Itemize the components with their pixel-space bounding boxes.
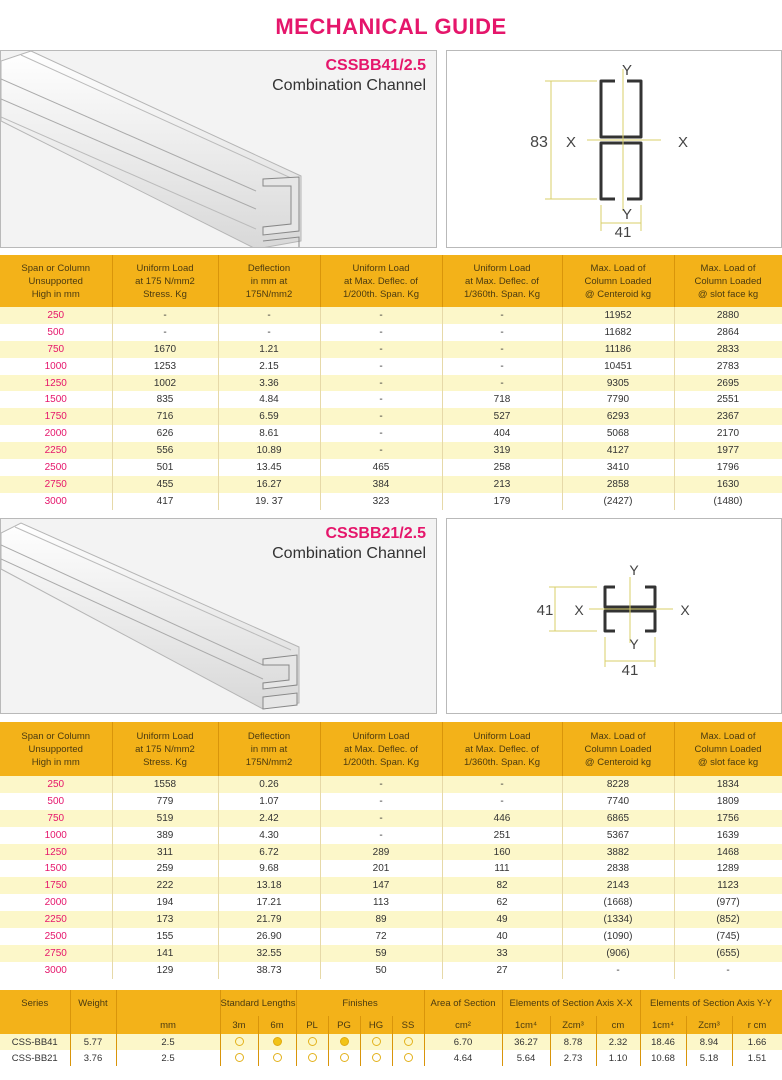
col-uniform-load-header: Uniform Load at 175 N/mm2 Stress. Kg xyxy=(112,255,218,307)
axis-x-right-1: X xyxy=(677,134,689,151)
value-cell: 1.07 xyxy=(218,793,320,810)
value-cell: 194 xyxy=(112,894,218,911)
value-cell: 129 xyxy=(112,962,218,979)
xx-1-subheader: 1cm⁴ xyxy=(502,1016,550,1034)
span-cell: 500 xyxy=(0,324,112,341)
value-cell: 1002 xyxy=(112,375,218,392)
value-cell: (1090) xyxy=(562,928,674,945)
xx-3-subheader: cm xyxy=(596,1016,640,1034)
value-cell: 11952 xyxy=(562,307,674,324)
value-cell: 89 xyxy=(320,911,442,928)
value-cell: 11682 xyxy=(562,324,674,341)
value-cell: - xyxy=(112,307,218,324)
value-cell: 113 xyxy=(320,894,442,911)
axis-x-left-2: X xyxy=(574,602,584,618)
value-cell: 147 xyxy=(320,877,442,894)
value-cell: 1253 xyxy=(112,358,218,375)
value-cell: 2.15 xyxy=(218,358,320,375)
value-cell: 2880 xyxy=(674,307,782,324)
value-cell: 835 xyxy=(112,391,218,408)
value-cell: 2695 xyxy=(674,375,782,392)
value-cell: (1334) xyxy=(562,911,674,928)
weight-header: Weight xyxy=(70,990,116,1016)
value-cell: 417 xyxy=(112,493,218,510)
finish-hg-indicator xyxy=(372,1053,381,1062)
value-cell: 26.90 xyxy=(218,928,320,945)
value-cell: - xyxy=(442,324,562,341)
value-cell: 222 xyxy=(112,877,218,894)
value-cell: (2427) xyxy=(562,493,674,510)
value-cell: 2833 xyxy=(674,341,782,358)
col-max-centeroid-header: Max. Load of Column Loaded @ Centeroid kg xyxy=(562,255,674,307)
value-cell: 17.21 xyxy=(218,894,320,911)
page-title: MECHANICAL GUIDE xyxy=(275,14,507,39)
value-cell: - xyxy=(320,391,442,408)
value-cell: 2170 xyxy=(674,425,782,442)
table-row xyxy=(0,962,782,979)
value-cell: 3410 xyxy=(562,459,674,476)
value-cell: 16.27 xyxy=(218,476,320,493)
table-row xyxy=(0,928,782,945)
value-cell: 1123 xyxy=(674,877,782,894)
value-cell: 155 xyxy=(112,928,218,945)
ss-subheader: SS xyxy=(392,1016,424,1034)
value-cell: 6293 xyxy=(562,408,674,425)
value-cell: 1.21 xyxy=(218,341,320,358)
product-code-1: CSSBB41/2.5 xyxy=(325,57,426,74)
len-6m-subheader: 6m xyxy=(258,1016,296,1034)
height-label-2: 41 xyxy=(536,602,554,619)
value-cell: 179 xyxy=(442,493,562,510)
value-cell: 1639 xyxy=(674,827,782,844)
value-cell: 4.30 xyxy=(218,827,320,844)
value-cell: 2783 xyxy=(674,358,782,375)
value-cell: 11186 xyxy=(562,341,674,358)
table-row xyxy=(0,810,782,827)
value-cell: 323 xyxy=(320,493,442,510)
value-cell: 1756 xyxy=(674,810,782,827)
value-cell: 3.36 xyxy=(218,375,320,392)
value-cell: 455 xyxy=(112,476,218,493)
value-cell: - xyxy=(320,776,442,793)
value-cell: 2858 xyxy=(562,476,674,493)
value-cell: (745) xyxy=(674,928,782,945)
span-cell: 750 xyxy=(0,810,112,827)
section-drawing-2 xyxy=(446,518,782,714)
col-span-header: Span or Column Unsupported High in mm xyxy=(0,722,112,776)
span-cell: 250 xyxy=(0,307,112,324)
value-cell: 59 xyxy=(320,945,442,962)
length-6m-indicator xyxy=(273,1053,282,1062)
value-cell: 9.68 xyxy=(218,860,320,877)
value-cell: - xyxy=(320,810,442,827)
table-row xyxy=(0,911,782,928)
value-cell: 1670 xyxy=(112,341,218,358)
span-cell: 1000 xyxy=(0,827,112,844)
value-cell: 389 xyxy=(112,827,218,844)
len-3m-subheader: 3m xyxy=(220,1016,258,1034)
col-load-360-header: Uniform Load at Max. Deflec. of 1/360th. Span. Kg xyxy=(442,255,562,307)
table-row xyxy=(0,844,782,861)
value-cell: 289 xyxy=(320,844,442,861)
value-cell: 446 xyxy=(442,810,562,827)
value-cell: 465 xyxy=(320,459,442,476)
table-row xyxy=(0,375,782,392)
span-cell: 1500 xyxy=(0,391,112,408)
value-cell: 556 xyxy=(112,442,218,459)
table-row xyxy=(0,324,782,341)
value-cell: - xyxy=(320,827,442,844)
span-cell: 1750 xyxy=(0,408,112,425)
table-row xyxy=(0,476,782,493)
value-cell: 1796 xyxy=(674,459,782,476)
value-cell: 213 xyxy=(442,476,562,493)
value-cell: - xyxy=(320,793,442,810)
table-row xyxy=(0,408,782,425)
axis-x-left-1: X xyxy=(565,134,577,151)
table-row xyxy=(0,425,782,442)
section-diagram-2 xyxy=(447,519,782,715)
value-cell: 2838 xyxy=(562,860,674,877)
series-header: Series xyxy=(0,990,70,1016)
value-cell: - xyxy=(442,776,562,793)
value-cell: 626 xyxy=(112,425,218,442)
value-cell: 173 xyxy=(112,911,218,928)
value-cell: - xyxy=(320,375,442,392)
table-row xyxy=(0,860,782,877)
load-table-1 xyxy=(0,255,782,510)
value-cell: 311 xyxy=(112,844,218,861)
value-cell: 111 xyxy=(442,860,562,877)
value-cell: 4127 xyxy=(562,442,674,459)
value-cell: - xyxy=(320,358,442,375)
area-header: Area of Section xyxy=(424,990,502,1016)
value-cell: 19. 37 xyxy=(218,493,320,510)
value-cell: - xyxy=(442,793,562,810)
value-cell: 50 xyxy=(320,962,442,979)
width-label-1: 41 xyxy=(614,224,632,241)
value-cell: - xyxy=(442,341,562,358)
value-cell: 7740 xyxy=(562,793,674,810)
span-cell: 3000 xyxy=(0,493,112,510)
axis-y-bottom-2: Y xyxy=(629,636,639,652)
value-cell: 3882 xyxy=(562,844,674,861)
width-label-2: 41 xyxy=(621,662,639,679)
table-row xyxy=(0,307,782,324)
axis-x-right-2: X xyxy=(680,602,690,618)
value-cell: 2864 xyxy=(674,324,782,341)
finish-ss-indicator xyxy=(404,1053,413,1062)
value-cell: 259 xyxy=(112,860,218,877)
value-cell: 1558 xyxy=(112,776,218,793)
series-row: CSS-BB41 5.77 2.5 6.70 36.27 8.78 2.32 18.46 8.94 1.66 xyxy=(0,1034,782,1050)
col-load-200-header: Uniform Load at Max. Deflec. of 1/200th. Span. Kg xyxy=(320,255,442,307)
product-photo-1 xyxy=(0,50,437,248)
yy-2-subheader: Zcm³ xyxy=(686,1016,732,1034)
load-table-2 xyxy=(0,722,782,979)
span-cell: 2250 xyxy=(0,911,112,928)
value-cell: 1977 xyxy=(674,442,782,459)
pg-subheader: PG xyxy=(328,1016,360,1034)
value-cell: - xyxy=(442,375,562,392)
span-cell: 1000 xyxy=(0,358,112,375)
value-cell: - xyxy=(320,425,442,442)
col-max-slot-header: Max. Load of Column Loaded @ slot face kg xyxy=(674,722,782,776)
section-drawing-1 xyxy=(446,50,782,248)
finish-pg-indicator xyxy=(340,1037,349,1046)
value-cell: 519 xyxy=(112,810,218,827)
value-cell: 6865 xyxy=(562,810,674,827)
value-cell: 319 xyxy=(442,442,562,459)
value-cell: 1809 xyxy=(674,793,782,810)
span-cell: 1250 xyxy=(0,375,112,392)
table-row xyxy=(0,877,782,894)
span-cell: 2750 xyxy=(0,476,112,493)
table-row xyxy=(0,442,782,459)
table-row xyxy=(0,493,782,510)
value-cell: 2367 xyxy=(674,408,782,425)
value-cell: 718 xyxy=(442,391,562,408)
value-cell: 404 xyxy=(442,425,562,442)
pl-subheader: PL xyxy=(296,1016,328,1034)
table-row xyxy=(0,945,782,962)
finish-pl-indicator xyxy=(308,1053,317,1062)
value-cell: (1480) xyxy=(674,493,782,510)
table-row xyxy=(0,827,782,844)
span-cell: 2500 xyxy=(0,459,112,476)
value-cell: 4.84 xyxy=(218,391,320,408)
finish-pl-indicator xyxy=(308,1037,317,1046)
value-cell: 1630 xyxy=(674,476,782,493)
value-cell: 201 xyxy=(320,860,442,877)
value-cell: 141 xyxy=(112,945,218,962)
value-cell: 82 xyxy=(442,877,562,894)
axis-y-top-1: Y xyxy=(621,62,633,79)
value-cell: 6.59 xyxy=(218,408,320,425)
product-name-2: Combination Channel xyxy=(272,545,426,562)
span-cell: 750 xyxy=(0,341,112,358)
value-cell: 32.55 xyxy=(218,945,320,962)
col-max-slot-header: Max. Load of Column Loaded @ slot face kg xyxy=(674,255,782,307)
finish-hg-indicator xyxy=(372,1037,381,1046)
value-cell: 27 xyxy=(442,962,562,979)
col-load-200-header: Uniform Load at Max. Deflec. of 1/200th. Span. Kg xyxy=(320,722,442,776)
product-name-1: Combination Channel xyxy=(272,77,426,94)
col-max-centeroid-header: Max. Load of Column Loaded @ Centeroid kg xyxy=(562,722,674,776)
area-unit-subheader: cm² xyxy=(424,1016,502,1034)
value-cell: - xyxy=(320,408,442,425)
value-cell: - xyxy=(320,307,442,324)
length-3m-indicator xyxy=(235,1053,244,1062)
value-cell: 10.89 xyxy=(218,442,320,459)
value-cell: - xyxy=(562,962,674,979)
value-cell: 258 xyxy=(442,459,562,476)
value-cell: 2.42 xyxy=(218,810,320,827)
height-label-1: 83 xyxy=(530,134,548,151)
span-cell: 2250 xyxy=(0,442,112,459)
value-cell: - xyxy=(320,442,442,459)
value-cell: - xyxy=(442,307,562,324)
finishes-header: Finishes xyxy=(296,990,424,1016)
value-cell: 1289 xyxy=(674,860,782,877)
value-cell: - xyxy=(218,324,320,341)
table-row xyxy=(0,358,782,375)
mm-subheader: mm xyxy=(116,1016,220,1034)
col-deflection-header: Deflection in mm at 175N/mm2 xyxy=(218,255,320,307)
value-cell: 5068 xyxy=(562,425,674,442)
value-cell: 527 xyxy=(442,408,562,425)
span-cell: 1750 xyxy=(0,877,112,894)
value-cell: 384 xyxy=(320,476,442,493)
section-diagram-1 xyxy=(447,51,782,249)
col-load-360-header: Uniform Load at Max. Deflec. of 1/360th. Span. Kg xyxy=(442,722,562,776)
xx-2-subheader: Zcm³ xyxy=(550,1016,596,1034)
value-cell: - xyxy=(112,324,218,341)
value-cell: 160 xyxy=(442,844,562,861)
standard-lengths-header: Standard Lengths xyxy=(220,990,296,1016)
value-cell: - xyxy=(218,307,320,324)
value-cell: - xyxy=(320,341,442,358)
axis-yy-header: Elements of Section Axis Y-Y xyxy=(640,990,782,1016)
product-code-2: CSSBB21/2.5 xyxy=(325,525,426,542)
yy-1-subheader: 1cm⁴ xyxy=(640,1016,686,1034)
value-cell: (906) xyxy=(562,945,674,962)
span-cell: 500 xyxy=(0,793,112,810)
value-cell: 49 xyxy=(442,911,562,928)
value-cell: 21.79 xyxy=(218,911,320,928)
yy-3-subheader: r cm xyxy=(732,1016,782,1034)
value-cell: 2143 xyxy=(562,877,674,894)
table-row xyxy=(0,793,782,810)
hg-subheader: HG xyxy=(360,1016,392,1034)
value-cell: 9305 xyxy=(562,375,674,392)
span-cell: 1500 xyxy=(0,860,112,877)
value-cell: 779 xyxy=(112,793,218,810)
table-row xyxy=(0,391,782,408)
span-cell: 2750 xyxy=(0,945,112,962)
value-cell: 501 xyxy=(112,459,218,476)
value-cell: - xyxy=(442,358,562,375)
table-row xyxy=(0,776,782,793)
value-cell: 6.72 xyxy=(218,844,320,861)
value-cell: 13.45 xyxy=(218,459,320,476)
value-cell: 8.61 xyxy=(218,425,320,442)
col-deflection-header: Deflection in mm at 175N/mm2 xyxy=(218,722,320,776)
value-cell: - xyxy=(320,324,442,341)
col-uniform-load-header: Uniform Load at 175 N/mm2 Stress. Kg xyxy=(112,722,218,776)
span-cell: 1250 xyxy=(0,844,112,861)
value-cell: 2551 xyxy=(674,391,782,408)
finish-ss-indicator xyxy=(404,1037,413,1046)
axis-y-top-2: Y xyxy=(629,562,639,578)
col-span-header: Span or Column Unsupported High in mm xyxy=(0,255,112,307)
span-cell: 2000 xyxy=(0,894,112,911)
value-cell: 1468 xyxy=(674,844,782,861)
value-cell: 40 xyxy=(442,928,562,945)
value-cell: (977) xyxy=(674,894,782,911)
length-6m-indicator xyxy=(273,1037,282,1046)
axis-y-bottom-1: Y xyxy=(621,206,633,223)
span-cell: 3000 xyxy=(0,962,112,979)
value-cell: - xyxy=(674,962,782,979)
value-cell: (655) xyxy=(674,945,782,962)
value-cell: 33 xyxy=(442,945,562,962)
series-row: CSS-BB21 3.76 2.5 4.64 5.64 2.73 1.10 10.68 5.18 1.51 xyxy=(0,1050,782,1066)
value-cell: 1834 xyxy=(674,776,782,793)
value-cell: 251 xyxy=(442,827,562,844)
finish-pg-indicator xyxy=(340,1053,349,1062)
value-cell: 716 xyxy=(112,408,218,425)
axis-xx-header: Elements of Section Axis X-X xyxy=(502,990,640,1016)
value-cell: 62 xyxy=(442,894,562,911)
table-row xyxy=(0,459,782,476)
length-3m-indicator xyxy=(235,1037,244,1046)
table-row xyxy=(0,894,782,911)
product-photo-2 xyxy=(0,518,437,714)
value-cell: (852) xyxy=(674,911,782,928)
value-cell: 0.26 xyxy=(218,776,320,793)
series-table xyxy=(0,990,782,1066)
value-cell: 8228 xyxy=(562,776,674,793)
span-cell: 250 xyxy=(0,776,112,793)
table-row xyxy=(0,341,782,358)
value-cell: 38.73 xyxy=(218,962,320,979)
value-cell: 13.18 xyxy=(218,877,320,894)
value-cell: 10451 xyxy=(562,358,674,375)
span-cell: 2500 xyxy=(0,928,112,945)
value-cell: (1668) xyxy=(562,894,674,911)
span-cell: 2000 xyxy=(0,425,112,442)
value-cell: 5367 xyxy=(562,827,674,844)
value-cell: 72 xyxy=(320,928,442,945)
value-cell: 7790 xyxy=(562,391,674,408)
